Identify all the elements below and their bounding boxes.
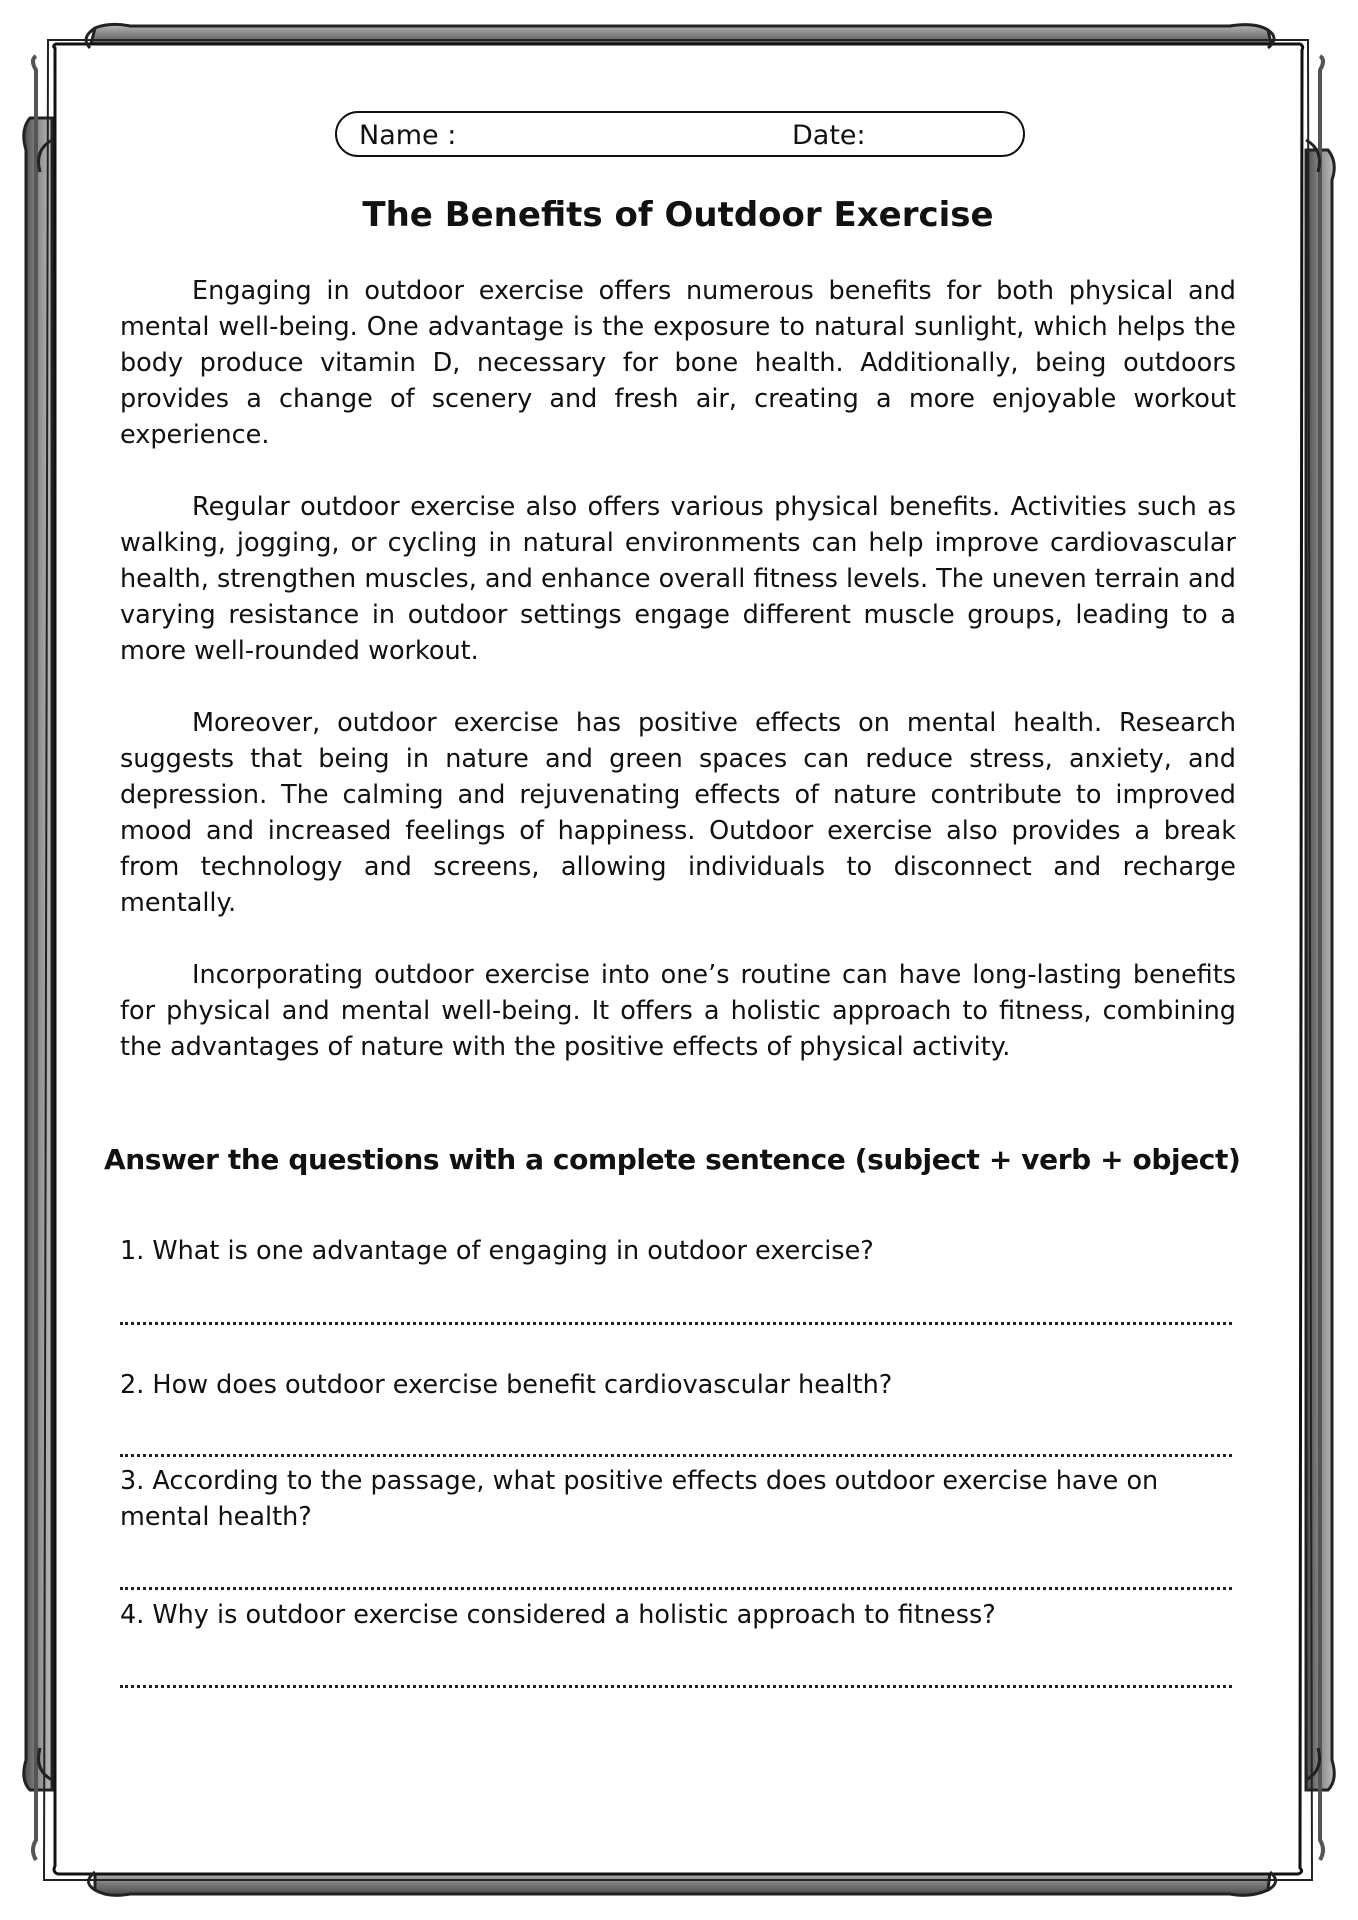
question-2: 2. How does outdoor exercise benefit cardiovascular health? xyxy=(120,1370,893,1400)
passage-paragraph-1: Engaging in outdoor exercise offers numerous benefits for both physical and mental well-being. One advantage is the exposure to natural sunlight, which helps the body produce vitamin D, necessary for bone health. Additionally, being outdoors provides a change of scenery and fresh air, creating a more enjoyable workout experience. xyxy=(120,276,1236,450)
passage-paragraph-2: Regular outdoor exercise also offers various physical benefits. Activities such as walking, jogging, or cycling in natural environments can help improve cardiovascular health, strengthen muscles, and enhance overall fitness levels. The uneven terrain and varying resistance in outdoor settings engage different muscle groups, leading to a more well-rounded workout. xyxy=(120,492,1236,666)
question-1: 1. What is one advantage of engaging in outdoor exercise? xyxy=(120,1236,874,1266)
questions-instruction: Answer the questions with a complete sentence (subject + verb + object) xyxy=(104,1143,1241,1176)
passage-paragraph-3: Moreover, outdoor exercise has positive effects on mental health. Research suggests that being in nature and green spaces can reduce stress, anxiety, and depression. The calming and rejuvenating effects of nature contribute to improved mood and increased feelings of happiness. Outdoor exercise also provides a break from technology and screens, allowing individuals to disconnect and recharge mentally. xyxy=(120,708,1236,918)
answer-line-3[interactable] xyxy=(120,1587,1232,1590)
date-label: Date: xyxy=(792,120,866,151)
answer-line-1[interactable] xyxy=(120,1322,1232,1325)
name-label: Name : xyxy=(359,120,457,151)
answer-line-4[interactable] xyxy=(120,1685,1232,1688)
name-date-box xyxy=(335,111,1025,157)
worksheet-title: The Benefits of Outdoor Exercise xyxy=(362,195,994,235)
answer-line-2[interactable] xyxy=(120,1454,1232,1457)
question-3: 3. According to the passage, what positive effects does outdoor exercise have on mental health? xyxy=(120,1466,1159,1532)
passage-paragraph-4: Incorporating outdoor exercise into one’s routine can have long-lasting benefits for physical and mental well-being. It offers a holistic approach to fitness, combining the advantages of nature with the positive effects of physical activity. xyxy=(120,960,1236,1062)
reading-passage xyxy=(120,273,1236,1101)
question-4: 4. Why is outdoor exercise considered a holistic approach to fitness? xyxy=(120,1600,996,1630)
